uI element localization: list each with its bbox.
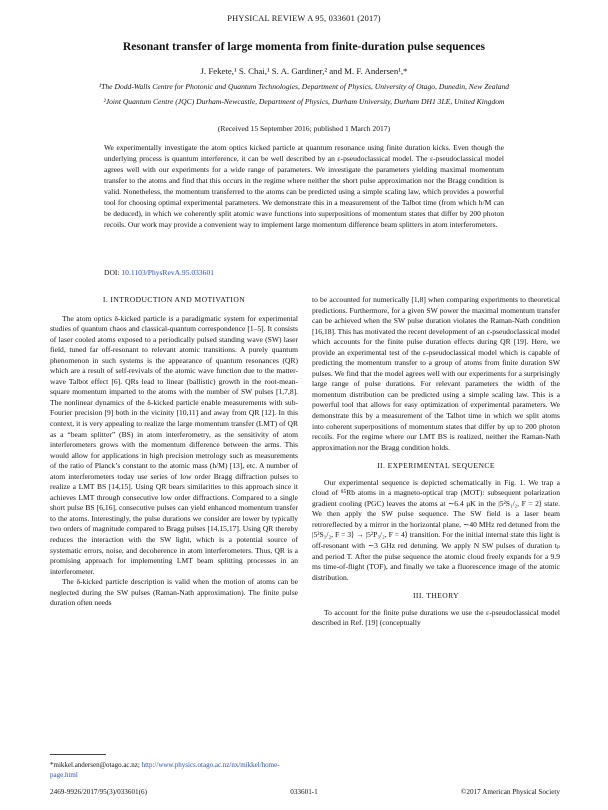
footer-issn: 2469-9926/2017/95(3)/033601(6): [50, 788, 148, 796]
footer-page-number: 033601-1: [290, 788, 318, 796]
paragraph: The δ-kicked particle description is valid when the motion of atoms can be neglected during the SW pulses (Raman-Nath approximation). The finite pulse duration often needs: [50, 577, 298, 608]
affiliation-1: ¹The Dodd-Walls Centre for Photonic and Quantum Technologies, Department of Physics, University of Otago, Dunedin, New Zealand: [98, 82, 510, 91]
author-list: J. Fekete,¹ S. Chai,¹ S. A. Gardiner,² and M. F. Andersen¹,*: [200, 66, 408, 76]
paragraph: to be accounted for numerically [1,8] when comparing experiments to theoretical predictions. Furthermore, for a given SW power the maximal momentum transfer can be achieved when the SW pulse duration violates the Raman-Nath condition [16,18]. This has motivated the recent development of an ε-pseudoclassical model which accounts for the finite pulse duration effects during QR [19]. Here, we provide an experimental test of the ε-pseudoclassical model which is capable of predicting the momentum transfer to a group of atoms from finite duration SW pulses. We find that the model agrees well with our experiments for a surprisingly large range of pulse durations. For relevant parameters the width of the momentum distribution can be predicted using a simple scaling law. This is a powerful tool that allows for easy optimization of experimental parameters. We demonstrate this by a measurement of the Talbot time in which we split atoms into coherent superpositions of momentum states that differ by up to 200 photon recoils. For the regime where our LMT BS is realized, neither the Raman-Nath approximation nor the Bragg condition holds.: [312, 295, 560, 452]
received-date: (Received 15 September 2016; published 1 March 2017): [217, 124, 391, 133]
paragraph: Our experimental sequence is depicted schematically in Fig. 1. We trap a cloud of ⁸⁵Rb atoms in a magneto-optical trap (MOT): subsequent polarization gradient cooling (PGC) leaves the atoms at ∼6.4 μK in the |5²S₁/₂, F = 2⟩ state. We then apply the SW pulse sequence. The SW field is a laser beam retroreflected by a mirror in the horizontal plane, ∼40 MHz red detuned from the |5²S₁/₂, F = 3⟩ → |5²P₃/₂, F = 4⟩ transition. For the initial internal state this light is off-resonant with ∼3 GHz red detuning. We apply N SW pulses of duration tₚ and period T. After the pulse sequence the atomic cloud freely expands for a 9.9 ms time-of-flight (TOF), and finally we take a fluorescence image of the atomic distribution.: [312, 477, 560, 582]
footnote-url[interactable]: http://www.physics.otago.ac.nz/nx/mikkel/home-page.html: [50, 761, 280, 779]
paper-title: Resonant transfer of large momenta from finite-duration pulse sequences: [122, 40, 486, 53]
footer-copyright: ©2017 American Physical Society: [460, 788, 560, 796]
left-column: [50, 295, 298, 609]
doi-link[interactable]: 10.1103/PhysRevA.95.033601: [121, 268, 214, 277]
section-heading-experimental-sequence: II. EXPERIMENTAL SEQUENCE: [377, 461, 495, 471]
doi-label: DOI:: [104, 268, 120, 277]
footnote-email[interactable]: *mikkel.andersen@otago.ac.nz;: [50, 761, 140, 769]
paragraph: The atom optics δ-kicked particle is a paradigmatic system for experimental studies of quantum chaos and classical-quantum correspondence [1–5]. It consists of laser cooled atoms exposed to a periodically pulsed standing wave (SW) laser field, tuned far off-resonant to relevant atomic transitions. A purely quantum phenomenon in such systems is the appearance of quantum resonances (QR) which are a result of self-revivals of the atomic wave function due to the matter-wave Talbot effect [6]. QRs lead to linear (ballistic) growth in the root-mean-square momentum imparted to the atoms with the number of SW pulses [1,7,8]. The nonlinear dynamics of the δ-kicked particle enable measurements with sub-Fourier precision [9] both in the vicinity [10,11] and away from QR [12]. In this context, it is very appealing to realize the large momentum transfer (LMT) of QR as a “beam splitter” (BS) in atom interferometry, as the sensitivity of atom interferometers grows with the momentum difference between the arms. This would allow for applications in high precision metrology such as measurements of the ratio of Planck’s constant to the atomic mass (h/M) [13], etc. A number of atom interferometers today use series of low order Bragg diffraction pulses to realize a LMT BS [14,15]. Using QR bears similarities to this approach since it achieves LMT through consecutive low order diffractions. Compared to a single short pulse BS [6,16], consecutive pulses can yield enhanced momentum transfer to the atoms. Interestingly, the pulse durations we consider are lower by typically two orders of magnitude compared to Bragg pulses [14,15,17]. Using QR thereby reduces the interaction with the SW light, which is a potential source of systematic errors, noise, and decoherence in atom interferometers. Thus, QR is a promising approach for implementing LMT beam splitting processes in an interferometer.: [50, 313, 298, 576]
right-column: [312, 295, 560, 629]
journal-header: PHYSICAL REVIEW A 95, 033601 (2017): [227, 14, 381, 23]
paragraph: To account for the finite pulse durations we use the ε-pseudoclassical model described in Ref. [19] (conceptually: [312, 607, 560, 628]
section-heading-introduction: I. INTRODUCTION AND MOTIVATION: [102, 295, 246, 304]
footnote: [50, 760, 298, 780]
footnote-rule: [50, 754, 106, 755]
section-heading-theory: III. THEORY: [412, 591, 460, 601]
affiliation-2: ²Joint Quantum Centre (JQC) Durham-Newcastle, Department of Physics, Durham University, Durham DH1 3LE, United Kingdom: [103, 97, 505, 106]
doi-line: [104, 268, 214, 277]
abstract: We experimentally investigate the atom optics kicked particle at quantum resonance using finite duration kicks. Even though the underlying process is quantum interference, it can be well described by an ε-pseudoclassical model. The ε-pseudoclassical model agrees well with our experiments for a wide range of parameters. We investigate the parameters yielding maximal momentum transfer to the atoms and find that this occurs in the regime where neither the short pulse approximation nor the Bragg condition is valid. Nonetheless, the momentum transferred to the atoms can be predicted using a simple scaling law, which provides a powerful tool for choosing optimal experimental parameters. We demonstrate this in a measurement of the Talbot time (from which h/M can be deduced), in which we coherently split atomic wave functions into superpositions of momentum states that differ by 200 photon recoils. Our work may provide a convenient way to implement large momentum difference beam splitters in atom interferometers.: [104, 143, 504, 229]
